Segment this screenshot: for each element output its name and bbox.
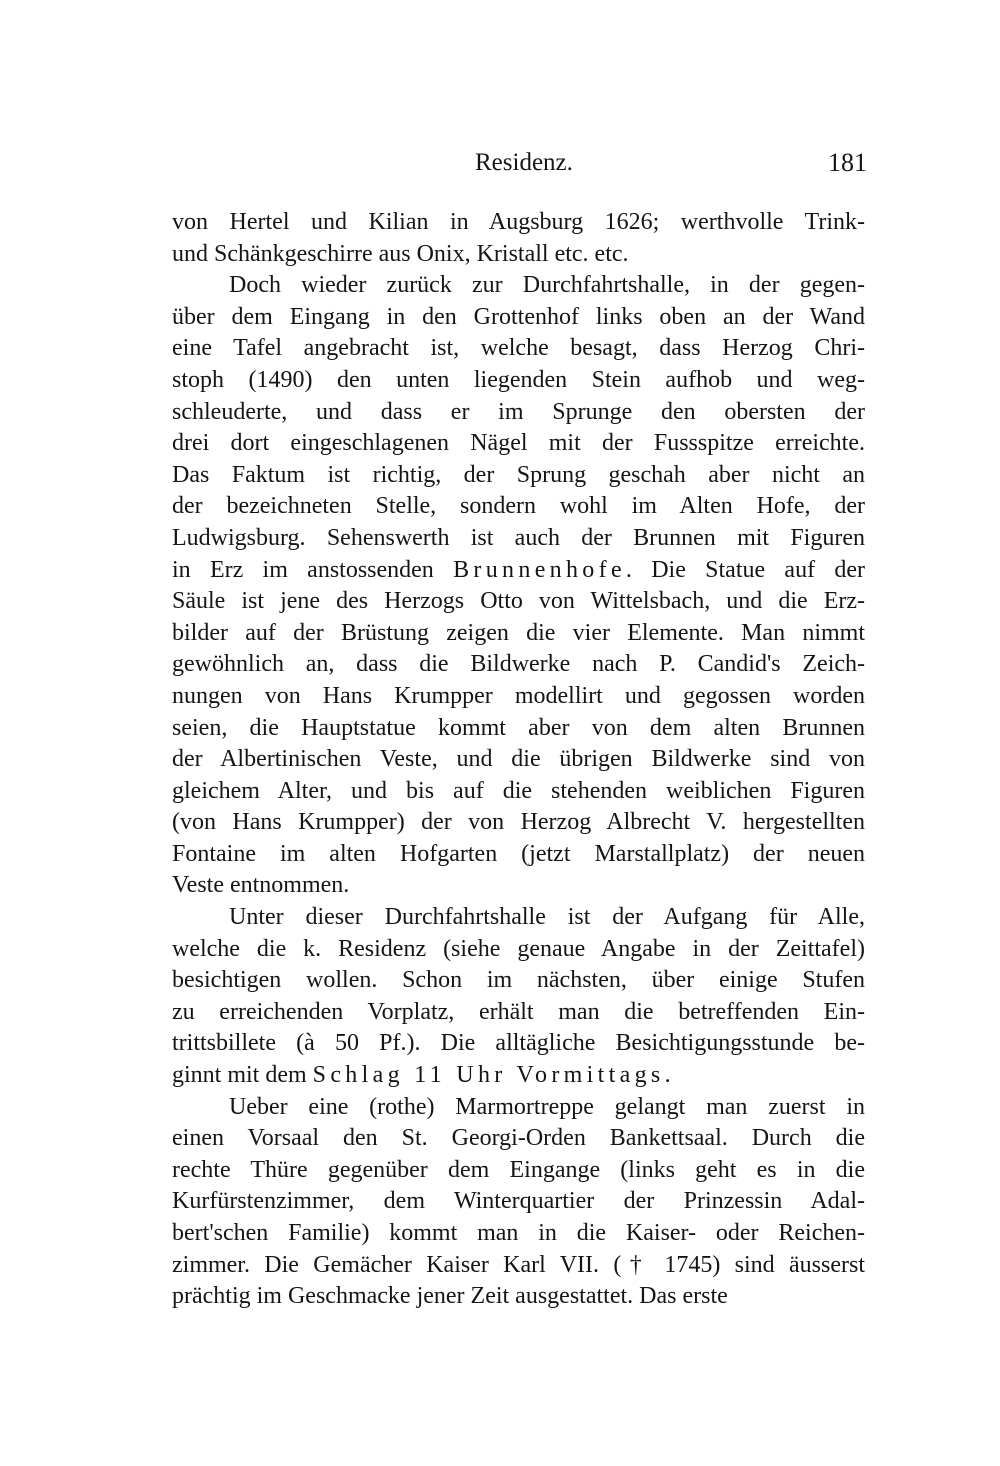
page-number: 181: [828, 148, 867, 177]
text-segment: bilder auf der Brüstung zeigen die vier Elemente. Man nimmt: [172, 619, 865, 646]
text-line: [172, 965, 865, 997]
text-line: [172, 1060, 865, 1092]
text-segment: Ludwigsburg. Sehenswerth ist auch der Brunnen mit Figuren: [172, 524, 865, 551]
text-segment: stoph (1490) den unten liegenden Stein aufhob und weg-: [172, 366, 865, 393]
text-segment: Veste entnommen.: [172, 872, 350, 899]
text-line: [172, 1281, 865, 1313]
text-segment: in Erz im anstossenden: [172, 556, 454, 583]
paragraph: [172, 270, 865, 902]
text-line: [172, 333, 865, 365]
text-segment: Das Faktum ist richtig, der Sprung geschah aber nicht an: [172, 461, 865, 488]
text-segment: zimmer. Die Gemächer Kaiser Karl VII. († 1745) sind äusserst: [172, 1251, 865, 1278]
text-segment: Kurfürstenzimmer, dem Winterquartier der Prinzessin Adal-: [172, 1188, 865, 1215]
text-line: [172, 1186, 865, 1218]
text-segment: . Die Statue auf der: [625, 556, 865, 583]
running-head: [170, 143, 870, 183]
text-segment: und Schänkgeschirre aus Onix, Kristall etc. etc.: [172, 240, 629, 267]
text-segment: drei dort eingeschlagenen Nägel mit der Fussspitze erreichte.: [172, 430, 865, 457]
text-segment: der Albertinischen Veste, und die übrigen Bildwerke sind von: [172, 746, 865, 773]
text-line: [172, 1092, 865, 1124]
text-segment: zu erreichenden Vorplatz, erhält man die betreffenden Ein-: [172, 998, 865, 1025]
spaced-emphasis: Schlag 11 Uhr Vormittags: [312, 1062, 665, 1089]
text-segment: nungen von Hans Krumpper modellirt und gegossen worden: [172, 682, 865, 709]
text-line: [172, 776, 865, 808]
text-segment: Ueber eine (rothe) Marmortreppe gelangt man zuerst in: [229, 1093, 865, 1120]
text-segment: einen Vorsaal den St. Georgi-Orden Bankettsaal. Durch die: [172, 1125, 865, 1152]
text-segment: .: [664, 1062, 671, 1089]
text-line: [172, 207, 865, 239]
text-line: [172, 270, 865, 302]
text-segment: eine Tafel angebracht ist, welche besagt, dass Herzog Chri-: [172, 335, 865, 362]
text-line: [172, 902, 865, 934]
text-line: [172, 1218, 865, 1250]
text-line: [172, 713, 865, 745]
text-line: [172, 618, 865, 650]
text-segment: gleichem Alter, und bis auf die stehenden weiblichen Figuren: [172, 777, 865, 804]
text-line: [172, 586, 865, 618]
text-line: [172, 523, 865, 555]
text-segment: von Hertel und Kilian in Augsburg 1626; werthvolle Trink-: [172, 209, 865, 235]
text-line: [172, 807, 865, 839]
text-line: [172, 870, 865, 902]
text-segment: gewöhnlich an, dass die Bildwerke nach P. Candid's Zeich-: [172, 651, 865, 678]
text-segment: welche die k. Residenz (siehe genaue Angabe in der Zeittafel): [172, 935, 865, 962]
text-line: [172, 649, 865, 681]
text-segment: (von Hans Krumpper) der von Herzog Albrecht V. hergestellten: [172, 809, 865, 836]
text-segment: ginnt mit dem: [172, 1062, 313, 1089]
text-line: [172, 239, 865, 271]
text-segment: bert'schen Familie) kommt man in die Kaiser- oder Reichen-: [172, 1220, 865, 1246]
text-line: [172, 1123, 865, 1155]
text-line: [172, 428, 865, 460]
text-line: [172, 997, 865, 1029]
text-segment: der bezeichneten Stelle, sondern wohl im Alten Hofe, der: [172, 493, 865, 520]
text-segment: über dem Eingang in den Grottenhof links oben an der Wand: [172, 303, 865, 330]
text-segment: seien, die Hauptstatue kommt aber von dem alten Brunnen: [172, 714, 865, 741]
text-segment: Doch wieder zurück zur Durchfahrtshalle, in der gegen-: [229, 272, 865, 299]
text-line: [172, 397, 865, 429]
text-line: [172, 555, 865, 587]
text-line: [172, 681, 865, 713]
text-line: [172, 839, 865, 871]
text-line: [172, 365, 865, 397]
text-line: [172, 460, 865, 492]
paragraph: [172, 1092, 865, 1313]
paragraph: [172, 207, 865, 270]
body-text: [172, 207, 865, 1313]
text-segment: Fontaine im alten Hofgarten (jetzt Marstallplatz) der neuen: [172, 840, 865, 867]
text-segment: trittsbillete (à 50 Pf.). Die alltägliche Besichtigungsstunde be-: [172, 1030, 865, 1057]
paragraph: [172, 902, 865, 1092]
text-line: [172, 744, 865, 776]
text-line: [172, 491, 865, 523]
text-segment: schleuderte, und dass er im Sprunge den obersten der: [172, 398, 865, 425]
text-line: [172, 934, 865, 966]
text-line: [172, 1155, 865, 1187]
text-segment: prächtig im Geschmacke jener Zeit ausgestattet. Das erste: [172, 1283, 728, 1310]
text-line: [172, 302, 865, 334]
running-title: Residenz.: [475, 149, 573, 176]
text-segment: besichtigen wollen. Schon im nächsten, über einige Stufen: [172, 967, 865, 994]
spaced-emphasis: Brunnenhofe: [453, 556, 626, 583]
text-line: [172, 1250, 865, 1282]
text-segment: Säule ist jene des Herzogs Otto von Wittelsbach, und die Erz-: [172, 588, 865, 615]
text-segment: rechte Thüre gegenüber dem Eingange (links geht es in die: [172, 1156, 865, 1183]
text-segment: Unter dieser Durchfahrtshalle ist der Aufgang für Alle,: [229, 904, 865, 931]
text-line: [172, 1028, 865, 1060]
